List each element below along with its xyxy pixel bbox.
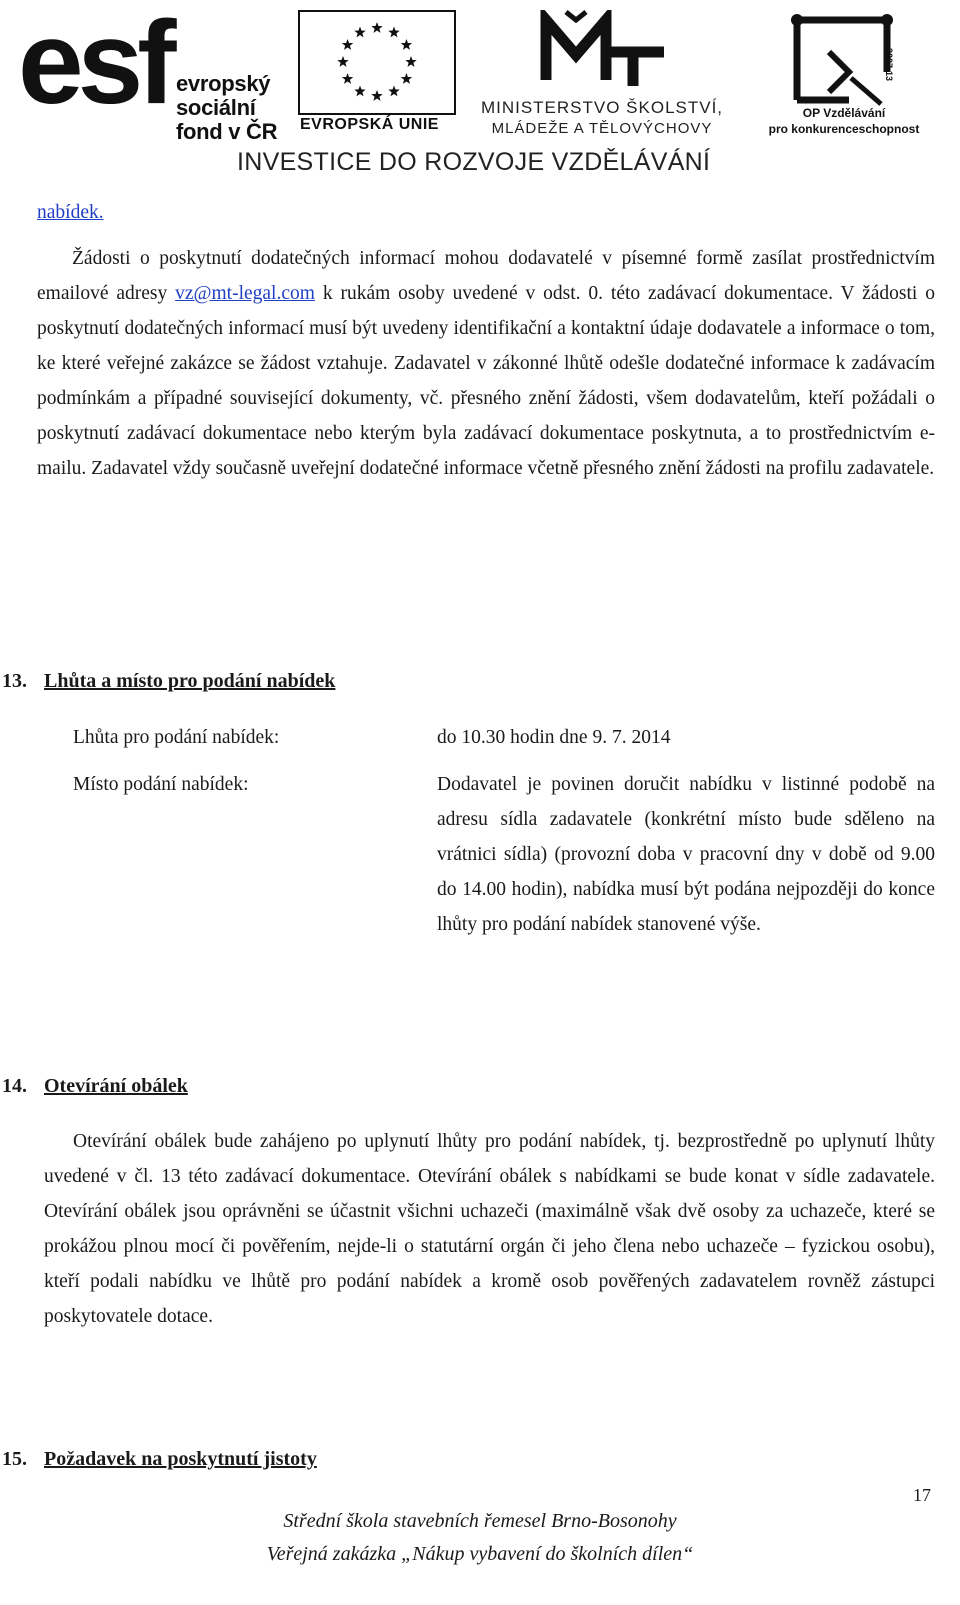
- footer-school-name: Střední škola stavebních řemesel Brno-Bosonohy: [283, 1510, 677, 1532]
- esf-mark: esf: [18, 0, 171, 129]
- section-13-title: Lhůta a místo pro podání nabídek: [44, 670, 336, 692]
- place-label: Místo podání nabídek:: [73, 774, 249, 795]
- op-years: 2007-13: [884, 48, 894, 82]
- continued-word: [37, 195, 104, 230]
- investice-tagline: INVESTICE DO ROZVOJE VZDĚLÁVÁNÍ: [237, 148, 711, 176]
- paragraph-additional-info-part2: k rukám osoby uvedené v odst. 0. této zadávací dokumentace. V žádosti o poskytnutí dodatečných informací musí být uvedeny identifikační a kontaktní údaje dodavatele a informace o tom, ke které veřejné zakázce se žádost vztahuje. Zadavatel v zákonné lhůtě odešle dodatečné informace k zadávacím podmínkám a případné související dokumenty, vč. přesného znění žádosti, všem dodavatelům, kteří požádali o poskytnutí zadávací dokumentace nebo kterým byla zadávací dokumentace poskytnuta, a to prostřednictvím e-mailu. Zadavatel vždy současně uveřejní dodatečné informace včetně přesného znění žádosti na profilu zadavatele.: [37, 283, 935, 479]
- section-13-heading: [2, 667, 952, 695]
- section-13-number: 13.: [2, 670, 27, 692]
- paragraph-additional-info-part1: Žádosti o poskytnutí dodatečných informací mohou dodavatelé v písemné formě zasílat prostřednictvím emailové adresy: [37, 248, 935, 304]
- op-emblem-icon: [789, 12, 899, 107]
- place-value: Dodavatel je povinen doručit nabídku v listinné podobě na adresu sídla zadavatele (konkrétní místo bude sděleno na vrátnici sídla) (provozní doba v pracovní dny v době od 9.00 do 14.00 hodin), nabídka musí být podána nejpozději do konce lhůty pro podání nabídek stanovené výše.: [437, 774, 935, 935]
- op-logo: [744, 8, 944, 138]
- footer-contract-name: Veřejná zakázka „Nákup vybavení do školních dílen“: [266, 1543, 694, 1565]
- continued-word-text: nabídek.: [37, 202, 104, 223]
- deadline-label: Lhůta pro podání nabídek:: [73, 727, 280, 748]
- eu-label: EVROPSKÁ UNIE: [300, 116, 439, 133]
- msmt-logo: [466, 8, 738, 138]
- section-14-heading: [2, 1072, 952, 1100]
- section-15-title: Požadavek na poskytnutí jistoty: [44, 1448, 317, 1470]
- deadline-value: do 10.30 hodin dne 9. 7. 2014: [437, 727, 671, 748]
- eu-logo: [298, 10, 458, 140]
- op-line-1: OP Vzdělávání: [802, 106, 886, 120]
- msmt-line-1: MINISTERSTVO ŠKOLSTVÍ,: [480, 98, 724, 117]
- paragraph-opening-envelopes: Otevírání obálek bude zahájeno po uplynutí lhůty pro podání nabídek, tj. bezprostředně po uplynutí lhůty uvedené v čl. 13 této zadávací dokumentace. Otevírání obálek s nabídkami se bude konat v sídle zadavatele. Otevírání obálek jsou oprávněni se účastnit všichni uchazeči (maximálně však dvě osoby za uchazeče, které se prokážou plnou mocí či pověřením, nejde-li o statutární orgán či jeho člena nebo uchazeče – fyzickou osobu), kteří podali nabídku ve lhůtě pro podání nabídek a kromě osob pověřených zadavatelem rovněž zástupci poskytovatele dotace.: [44, 1131, 935, 1327]
- esf-logo: [18, 0, 288, 144]
- section-14-number: 14.: [2, 1075, 27, 1097]
- esf-line-2: sociální: [176, 95, 256, 120]
- esf-line-3: fond v ČR: [176, 119, 278, 144]
- page-number: 17: [913, 1485, 931, 1505]
- section-14-title: Otevírání obálek: [44, 1075, 188, 1097]
- paragraph-additional-info: [37, 241, 935, 486]
- eu-flag-icon: [298, 10, 456, 115]
- section-15-number: 15.: [2, 1448, 27, 1470]
- op-line-2: pro konkurenceschopnost: [768, 122, 920, 136]
- msmt-line-2: MLÁDEŽE A TĚLOVÝCHOVY: [491, 120, 713, 137]
- email-link[interactable]: vz@mt-legal.com: [175, 283, 315, 304]
- esf-line-1: evropský: [176, 71, 271, 96]
- header-logos: [0, 0, 960, 185]
- msmt-monogram-icon: [536, 10, 676, 90]
- section-15-heading: [2, 1445, 952, 1473]
